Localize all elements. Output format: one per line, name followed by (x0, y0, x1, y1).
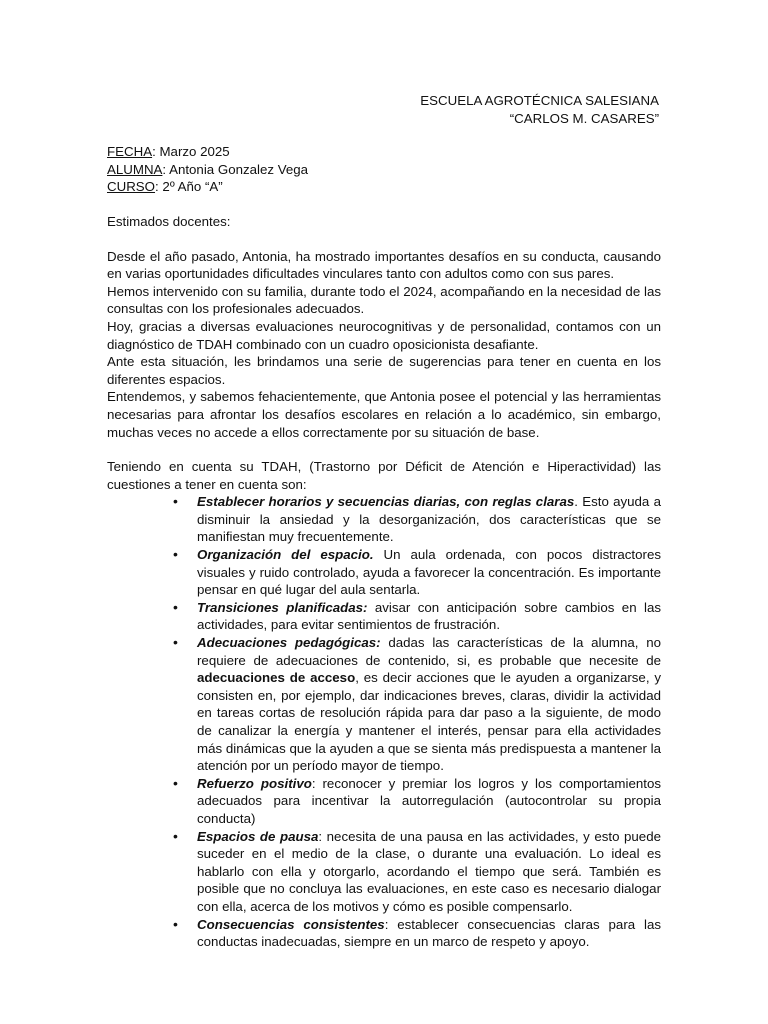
bullet-icon: • (173, 598, 178, 615)
body-paragraphs (107, 248, 661, 442)
list-item (107, 775, 661, 828)
fecha-value: : Marzo 2025 (152, 144, 230, 160)
bullet-icon: • (173, 634, 178, 651)
list-item (107, 546, 661, 599)
alumna-label: ALUMNA (107, 161, 163, 177)
curso-label: CURSO (107, 179, 156, 195)
paragraph: Ante esta situación, les brindamos una serie de sugerencias para tener en cuenta en los diferentes espacios. (107, 354, 661, 387)
item-title: Adecuaciones pedagógicas: (197, 635, 381, 651)
bullet-icon: • (173, 827, 178, 844)
item-text: . Esto ayuda a disminuir la ansiedad y la desorganización, dos características que se manifiestan muy frecuentemente. (197, 494, 661, 545)
greeting: Estimados docentes: (107, 213, 231, 229)
item-title: Espacios de pausa (197, 828, 319, 844)
paragraph: Hemos intervenido con su familia, durante todo el 2024, acompañando en la necesidad de las consultas con los profesionales adecuados. (107, 283, 661, 317)
item-title: Transiciones planificadas: (197, 599, 368, 615)
school-header (107, 92, 661, 127)
list-intro: Teniendo en cuenta su TDAH, (Trastorno por Déficit de Atención e Hiperactividad) las cuestiones a tener en cuenta son: (107, 459, 661, 492)
item-text: : establecer consecuencias claras para las conductas inadecuadas, siempre en un marco de respeto y apoyo. (197, 916, 661, 950)
item-text: avisar con anticipación sobre cambios en las actividades, para evitar sentimientos de frustración. (197, 599, 662, 633)
item-text: : reconocer y premiar los logros y los comportamientos adecuados para incentivar la autorregulación (autocontrolar su propia conducta) (197, 775, 661, 826)
item-text: : necesita de una pausa en las actividades, y esto puede suceder en el medio de la clase, o durante una evaluación. Lo ideal es hablarlo con ella y otorgarlo, acordando el tiempo que será. También es posible que no concluya las evaluaciones, en este caso es necesario dialogar con ella, acerca de los motivos y cómo es posible compensarlo. (197, 828, 661, 914)
school-subtitle: “CARLOS M. CASARES” (509, 110, 659, 126)
curso-value: : 2º Año “A” (155, 179, 223, 195)
item-title: Consecuencias consistentes (197, 916, 385, 932)
fecha-label: FECHA (107, 144, 153, 160)
bullet-icon: • (173, 774, 178, 791)
fecha-line (107, 143, 661, 161)
paragraph: Desde el año pasado, Antonia, ha mostrado importantes desafíos en su conducta, causando en varias oportunidades dificultades vinculares tanto con adultos como con sus pares. (107, 248, 661, 282)
list-item (107, 828, 661, 916)
bullet-icon: • (173, 915, 178, 932)
item-bold-text: adecuaciones de acceso (197, 670, 356, 686)
item-text: , es decir acciones que le ayuden a organizarse, y consisten en, por ejemplo, dar indicaciones breves, claras, dividir la actividad en tareas cortas de resolución rápida para dar paso a la siguiente, de modo de canalizar la energía y mantener el interés, pensar para ella actividades más dinámicas que la ayuden a que se sienta más predispuesta a mantener la atención por un período mayor de tiempo. (197, 670, 661, 774)
recommendations-list (107, 493, 661, 950)
list-item (107, 493, 661, 546)
alumna-value: : Antonia Gonzalez Vega (162, 161, 309, 177)
item-title: Establecer horarios y secuencias diarias, con reglas claras (197, 494, 575, 510)
student-info (107, 143, 661, 196)
alumna-line (107, 161, 661, 179)
item-title: Refuerzo positivo (197, 775, 312, 791)
school-name: ESCUELA AGROTÉCNICA SALESIANA (420, 93, 659, 108)
letter-body (107, 92, 661, 951)
item-title: Organización del espacio. (197, 547, 374, 563)
paragraph: Entendemos, y sabemos fehacientemente, que Antonia posee el potencial y las herramientas necesarias para afrontar los desafíos escolares en relación a lo académico, sin embargo, muchas veces no accede a ellos correctamente por su situación de base. (107, 389, 661, 440)
curso-line (107, 178, 661, 196)
bullet-icon: • (173, 493, 178, 510)
list-item (107, 916, 661, 951)
bullet-icon: • (173, 546, 178, 563)
item-text: dadas las características de la alumna, no requiere de adecuaciones de contenido, si, es probable que necesite de (197, 635, 661, 668)
list-item (107, 634, 661, 775)
item-text: Un aula ordenada, con pocos distractores visuales y ruido controlado, ayuda a favorecer la concentración. Es importante pensar en qué lugar del aula sentarla. (197, 547, 661, 598)
paragraph: Hoy, gracias a diversas evaluaciones neurocognitivas y de personalidad, contamos con un diagnóstico de TDAH combinado con un cuadro oposicionista desafiante. (107, 318, 661, 352)
list-item (107, 599, 661, 634)
